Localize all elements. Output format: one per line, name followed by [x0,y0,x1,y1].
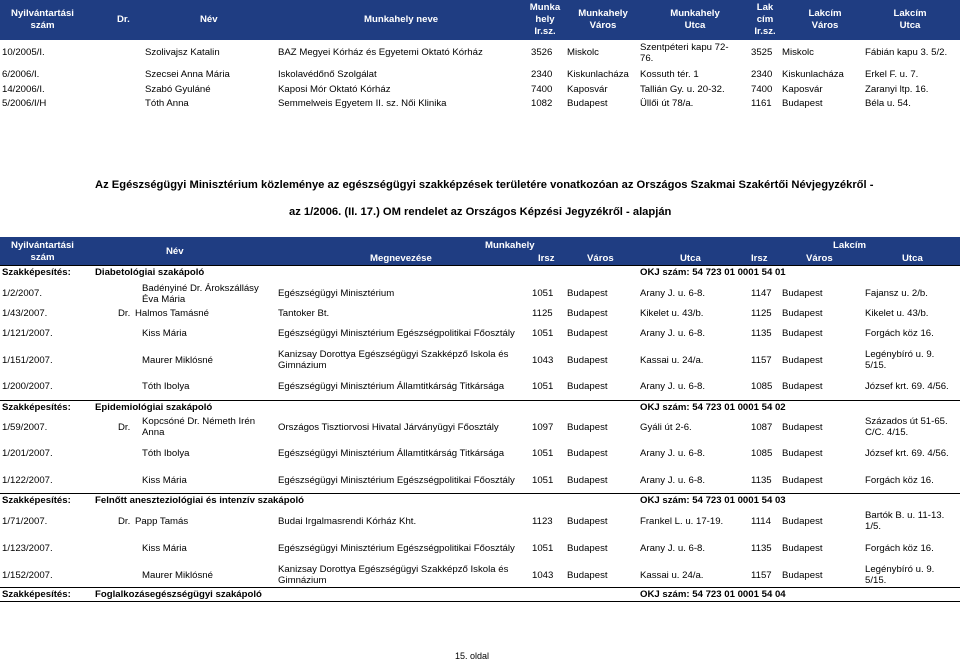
main-hdr-irsz: Irsz [538,253,555,264]
row-l-utca: Bartók B. u. 11-13. 1/5. [865,510,945,532]
top-row-lak-varos: Kaposvár [782,84,823,95]
row-irsz: 1043 [532,355,554,366]
notice-line-2: az 1/2006. (II. 17.) OM rendelet az Országos Képzési Jegyzékről - alapján [289,206,672,218]
main-hdr-lakcim: Lakcím [833,240,867,251]
row-irsz: 1123 [532,516,553,527]
row-varos: Budapest [567,422,608,433]
section-label: Szakképesítés: [2,589,71,600]
main-hdr-irsz2: Irsz [751,253,768,264]
section-okj: OKJ szám: 54 723 01 0001 54 02 [640,402,786,413]
row-varos: Budapest [567,516,608,527]
row-irsz: 1051 [532,328,554,339]
hdr-munkahely-neve: Munkahely neve [364,14,439,25]
section-name: Foglalkozásegészségügyi szakápoló [95,589,262,600]
row-utca: Arany J. u. 6-8. [640,543,706,554]
hdr-lak-irsz: Lak cím Ir.sz. [754,2,776,37]
main-hdr-utca: Utca [680,253,701,264]
top-row-mh-utca: Tallián Gy. u. 20-32. [640,84,725,95]
row-l-irsz: 1085 [751,448,773,459]
top-row-lak-utca: Erkel F. u. 7. [865,69,919,80]
row-varos: Budapest [567,355,608,366]
row-l-varos: Budapest [782,516,823,527]
row-l-varos: Budapest [782,448,823,459]
row-l-irsz: 1157 [751,570,772,581]
row-varos: Budapest [567,543,608,554]
section-name: Felnőtt aneszteziológiai és intenzív szakápoló [95,495,304,506]
row-l-varos: Budapest [782,288,823,299]
row-szam: 1/43/2007. [2,308,48,319]
main-hdr-megnevezese: Megnevezése [370,253,432,264]
top-row-mh-utca: Kossuth tér. 1 [640,69,699,80]
top-row-lak-utca: Fábián kapu 3. 5/2. [865,47,948,58]
row-l-irsz: 1135 [751,543,772,554]
main-hdr-nyilv: Nyilvántartási szám [11,240,74,263]
row-utca: Kikelet u. 43/b. [640,308,704,319]
top-row-lak-irsz: 2340 [751,69,773,80]
row-munkahely: Egészségügyi Minisztérium Egészségpolitikai Főosztály [278,543,515,554]
top-row-nev: Szabó Gyuláné [145,84,211,95]
row-munkahely: Tantoker Bt. [278,308,330,319]
section-name: Epidemiológiai szakápoló [95,402,213,413]
top-row-szam: 14/2006/I. [2,84,45,95]
row-utca: Gyáli út 2-6. [640,422,692,433]
row-munkahely: Egészségügyi Minisztérium Államtitkárság Titkársága [278,448,505,459]
top-row-mh-varos: Budapest [567,98,608,109]
top-row-mh-utca: Szentpéteri kapu 72-76. [640,42,729,64]
row-nev: Maurer Miklósné [142,570,213,581]
row-munkahely: Országos Tisztiorvosi Hivatal Járványügyi Főosztály [278,422,499,433]
row-szam: 1/201/2007. [2,448,53,459]
notice-line-1: Az Egészségügyi Minisztérium közleménye az egészségügyi szakképzések területére vonatkozóan az Országos Szakmai Szakértői Névjegyzékről - [95,179,874,191]
row-l-irsz: 1147 [751,288,772,299]
top-row-lak-utca: Béla u. 54. [865,98,911,109]
hdr-nev: Név [200,14,218,25]
row-utca: Arany J. u. 6-8. [640,288,706,299]
row-nev: Kiss Mária [142,475,187,486]
row-utca: Kassai u. 24/a. [640,355,704,366]
row-l-utca: József krt. 69. 4/56. [865,448,949,459]
row-l-varos: Budapest [782,328,823,339]
top-row-szam: 5/2006/I/H [2,98,47,109]
main-hdr-utca2: Utca [902,253,923,264]
row-l-varos: Budapest [782,422,823,433]
hdr-lak-utca: Lakcím Utca [893,8,927,31]
top-row-mh-varos: Kaposvár [567,84,608,95]
hdr-lak-varos: Lakcím Város [808,8,842,31]
row-szam: 1/151/2007. [2,355,53,366]
row-nev: Maurer Miklósné [142,355,213,366]
row-szam: 1/121/2007. [2,328,53,339]
row-utca: Arany J. u. 6-8. [640,448,706,459]
hdr-dr: Dr. [117,14,130,25]
row-irsz: 1097 [532,422,554,433]
row-munkahely: Egészségügyi Minisztérium Egészségpolitikai Főosztály [278,328,515,339]
row-munkahely: Kanizsay Dorottya Egészségügyi Szakképző Iskola és Gimnázium [278,349,509,371]
row-munkahely: Egészségügyi Minisztérium Egészségpolitikai Főosztály [278,475,515,486]
row-varos: Budapest [567,448,608,459]
row-l-utca: Százados út 51-65. C/C. 4/15. [865,416,948,438]
section-okj: OKJ szám: 54 723 01 0001 54 04 [640,589,786,600]
row-l-utca: József krt. 69. 4/56. [865,381,949,392]
hdr-nyilv: Nyilvántartási szám [11,8,74,31]
section-name: Diabetológiai szakápoló [95,267,205,278]
row-irsz: 1051 [532,475,554,486]
top-row-munkahely: BAZ Megyei Kórház és Egyetemi Oktató Kórház [278,47,483,58]
row-szam: 1/200/2007. [2,381,53,392]
row-nev: Kiss Mária [142,328,187,339]
row-irsz: 1125 [532,308,553,319]
row-szam: 1/152/2007. [2,570,53,581]
row-munkahely: Budai Irgalmasrendi Kórház Kht. [278,516,417,527]
main-hdr-munkahely: Munkahely [485,240,535,251]
row-szam: 1/71/2007. [2,516,48,527]
row-l-utca: Legénybíró u. 9. 5/15. [865,564,935,586]
row-l-irsz: 1125 [751,308,772,319]
row-dr: Dr. [118,308,131,319]
row-varos: Budapest [567,288,608,299]
row-varos: Budapest [567,570,608,581]
top-row-lak-varos: Budapest [782,98,823,109]
row-l-varos: Budapest [782,355,823,366]
row-irsz: 1051 [532,448,554,459]
row-varos: Budapest [567,308,608,319]
row-irsz: 1051 [532,288,554,299]
top-row-szam: 6/2006/I. [2,69,40,80]
top-row-lak-irsz: 7400 [751,84,773,95]
top-row-munkahely: Semmelweis Egyetem II. sz. Női Klinika [278,98,447,109]
row-varos: Budapest [567,475,608,486]
row-munkahely: Kanizsay Dorottya Egészségügyi Szakképző Iskola és Gimnázium [278,564,509,586]
top-row-munkahely: Kaposi Mór Oktató Kórház [278,84,391,95]
top-row-lak-varos: Kiskunlacháza [782,69,844,80]
row-l-varos: Budapest [782,381,823,392]
top-row-mh-varos: Kiskunlacháza [567,69,629,80]
row-nev: Kiss Mária [142,543,187,554]
top-row-nev: Tóth Anna [145,98,189,109]
row-munkahely: Egészségügyi Minisztérium [278,288,395,299]
row-l-utca: Forgách köz 16. [865,543,934,554]
row-irsz: 1051 [532,381,554,392]
top-row-mh-irsz: 1082 [531,98,553,109]
section-label: Szakképesítés: [2,402,71,413]
top-row-nev: Szecsei Anna Mária [145,69,230,80]
row-l-varos: Budapest [782,543,823,554]
row-nev: Tóth Ibolya [142,381,190,392]
row-l-irsz: 1135 [751,475,772,486]
row-szam: 1/59/2007. [2,422,48,433]
row-utca: Frankel L. u. 17-19. [640,516,724,527]
row-nev: Kopcsóné Dr. Németh Irén Anna [142,416,256,438]
main-hdr-varos2: Város [806,253,833,264]
row-l-irsz: 1135 [751,328,772,339]
row-munkahely: Egészségügyi Minisztérium Államtitkárság Titkársága [278,381,505,392]
hdr-mh-varos: Munkahely Város [578,8,628,31]
row-l-utca: Forgách köz 16. [865,328,934,339]
row-irsz: 1043 [532,570,554,581]
row-l-varos: Budapest [782,475,823,486]
top-row-mh-irsz: 2340 [531,69,553,80]
row-l-utca: Legénybíró u. 9. 5/15. [865,349,935,371]
page-number: 15. oldal [455,651,490,661]
main-hdr-nev: Név [166,246,184,257]
top-row-mh-irsz: 3526 [531,47,553,58]
row-dr: Dr. [118,422,131,433]
top-row-munkahely: Iskolavédőnő Szolgálat [278,69,377,80]
hdr-mh-irsz: Munka hely Ir.sz. [529,2,561,37]
top-row-mh-irsz: 7400 [531,84,553,95]
top-row-mh-varos: Miskolc [567,47,599,58]
row-utca: Arany J. u. 6-8. [640,475,706,486]
row-l-varos: Budapest [782,570,823,581]
row-l-irsz: 1157 [751,355,772,366]
row-l-irsz: 1114 [751,516,771,527]
row-szam: 1/122/2007. [2,475,53,486]
row-varos: Budapest [567,328,608,339]
row-szam: 1/123/2007. [2,543,53,554]
section-okj: OKJ szám: 54 723 01 0001 54 03 [640,495,786,506]
top-row-nev: Szolivajsz Katalin [145,47,220,58]
row-nev: Tóth Ibolya [142,448,190,459]
row-l-utca: Kikelet u. 43/b. [865,308,929,319]
row-irsz: 1051 [532,543,554,554]
row-l-varos: Budapest [782,308,823,319]
row-nev: Badényiné Dr. Árokszállásy Éva Mária [142,283,259,305]
row-l-irsz: 1087 [751,422,773,433]
top-row-lak-irsz: 1161 [751,98,772,109]
row-l-utca: Forgách köz 16. [865,475,934,486]
row-utca: Kassai u. 24/a. [640,570,704,581]
top-row-szam: 10/2005/I. [2,47,45,58]
row-utca: Arany J. u. 6-8. [640,328,706,339]
row-varos: Budapest [567,381,608,392]
row-l-irsz: 1085 [751,381,773,392]
row-utca: Arany J. u. 6-8. [640,381,706,392]
top-row-lak-irsz: 3525 [751,47,773,58]
section-okj: OKJ szám: 54 723 01 0001 54 01 [640,267,786,278]
top-row-mh-utca: Üllői út 78/a. [640,98,694,109]
section-label: Szakképesítés: [2,267,71,278]
top-row-lak-utca: Zaranyi ltp. 16. [865,84,929,95]
hdr-mh-utca: Munkahely Utca [670,8,720,31]
row-szam: 1/2/2007. [2,288,43,299]
row-dr: Dr. [118,516,131,527]
row-nev: Papp Tamás [135,516,189,527]
row-nev: Halmos Tamásné [135,308,209,319]
top-row-lak-varos: Miskolc [782,47,814,58]
main-hdr-varos: Város [587,253,614,264]
section-label: Szakképesítés: [2,495,71,506]
row-l-utca: Fajansz u. 2/b. [865,288,928,299]
